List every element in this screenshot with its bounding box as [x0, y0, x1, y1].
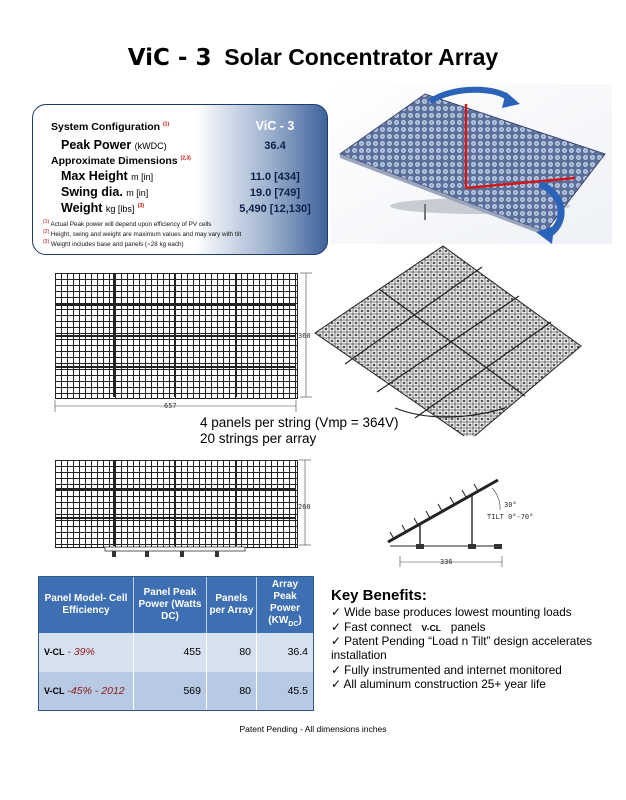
- strings-line-1: 4 panels per string (Vmp = 364V): [200, 415, 399, 430]
- footnote-3-text: Weight includes base and panels (~28 kg each): [50, 241, 184, 249]
- max-height-unit: m [in]: [131, 172, 154, 182]
- benefit-item-2-tail: panels: [440, 620, 486, 634]
- front-height-dim: 360: [298, 332, 311, 340]
- dims-heading-text: Approximate Dimensions: [51, 155, 178, 167]
- dims-heading: [51, 155, 191, 167]
- footnote-2: [43, 229, 241, 238]
- tilt-angle-label: 30°: [504, 501, 517, 509]
- weight-label: Weight: [61, 201, 103, 215]
- config-row-weight: [61, 201, 144, 215]
- table-cell-model: [39, 633, 134, 672]
- array-render-illustration: [330, 84, 612, 244]
- weight-unit: kg [lbs]: [105, 204, 135, 214]
- table-header-array: [257, 577, 314, 633]
- key-benefits-title: Key Benefits:: [331, 587, 427, 604]
- row2-array: 45.5: [257, 672, 314, 711]
- config-heading-sup: (1): [163, 121, 170, 128]
- footnote-3-mark: (3): [43, 239, 50, 245]
- config-row-peak-power: [61, 138, 167, 152]
- benefit-item-2-model: V-CL: [421, 623, 441, 633]
- title-model: ViC - 3: [127, 45, 212, 71]
- table-header-array-text: Array Peak Power (KW: [268, 579, 300, 626]
- max-height-value: 11.0 [434]: [250, 171, 300, 183]
- footer-note: Patent Pending - All dimensions inches: [239, 724, 387, 734]
- panel-model-table: [38, 576, 314, 711]
- footnote-1: [43, 219, 211, 228]
- front-view-dimensions: [50, 270, 320, 420]
- swing-unit: m [in]: [126, 188, 149, 198]
- row2-model: V-CL: [44, 685, 65, 696]
- benefit-item-2-text: ✓ Fast connect: [331, 620, 415, 634]
- strings-line-2: 20 strings per array: [200, 431, 317, 446]
- row1-panels: 80: [207, 633, 257, 672]
- benefit-item-3: ✓ Patent Pending “Load n Tilt” design accelerates: [331, 634, 593, 648]
- row1-efficiency: - 39%: [64, 646, 95, 659]
- system-config-box: [32, 104, 328, 255]
- row2-panels: 80: [207, 672, 257, 711]
- swing-value: 19.0 [749]: [249, 187, 301, 199]
- config-heading-text: System Configuration: [51, 121, 161, 133]
- table-header-power: Panel Peak Power (Watts DC): [134, 577, 207, 633]
- footnote-1-text: Actual Peak power will depend upon efficiency of PV cells: [50, 221, 212, 229]
- tilt-range-label: TILT 0°-70°: [487, 513, 534, 521]
- benefit-item-4: ✓ Fully instrumented and internet monitored: [331, 663, 562, 677]
- lower-view-base: [50, 455, 320, 560]
- title-name: Solar Concentrator Array: [224, 44, 499, 70]
- front-width-dim: 657: [164, 402, 177, 410]
- tilted-view-drawing: [305, 236, 590, 436]
- config-model-value: ViC - 3: [255, 119, 295, 133]
- footnote-2-mark: (2): [43, 229, 50, 235]
- page-title: [0, 44, 626, 71]
- table-header-array-close: ): [298, 615, 302, 626]
- base-width-dim: 336: [440, 558, 453, 566]
- row1-array: 36.4: [257, 633, 314, 672]
- footnote-3: [43, 239, 184, 248]
- dims-heading-sup: (2,3): [180, 155, 191, 162]
- table-header-array-sub: DC: [288, 621, 299, 628]
- table-header-model: Panel Model- Cell Efficiency: [39, 577, 134, 633]
- config-heading: [51, 121, 169, 133]
- footnote-1-mark: (1): [43, 219, 50, 225]
- benefit-item-5: ✓ All aluminum construction 25+ year life: [331, 677, 546, 691]
- peak-power-label: Peak Power: [61, 138, 132, 152]
- table-row: [39, 672, 313, 711]
- swing-label: Swing dia.: [61, 185, 123, 199]
- weight-sup: (3): [137, 202, 145, 209]
- table-cell-model: [39, 672, 134, 711]
- peak-power-value: 36.4: [264, 140, 286, 152]
- table-header-panels: Panels per Array: [207, 577, 257, 633]
- config-row-swing: [61, 185, 148, 199]
- max-height-label: Max Height: [61, 169, 128, 183]
- footnote-2-text: Height, swing and weight are maximum values and may vary with tilt: [50, 231, 242, 239]
- benefit-item-2: [331, 620, 486, 634]
- strings-info: [200, 415, 398, 447]
- lower-height-dim: 260: [298, 503, 311, 511]
- row2-efficiency: -45% - 2012: [64, 684, 125, 697]
- config-row-max-height: [61, 169, 153, 183]
- table-row: [39, 633, 313, 672]
- row2-power: 569: [134, 672, 207, 711]
- benefit-item-1: ✓ Wide base produces lowest mounting loads: [331, 605, 572, 619]
- benefit-item-3-cont: installation: [331, 648, 387, 662]
- peak-power-unit: (kWDC): [134, 141, 167, 151]
- row1-model: V-CL: [44, 647, 65, 658]
- row1-power: 455: [134, 633, 207, 672]
- weight-value: 5,490 [12,130]: [239, 203, 311, 215]
